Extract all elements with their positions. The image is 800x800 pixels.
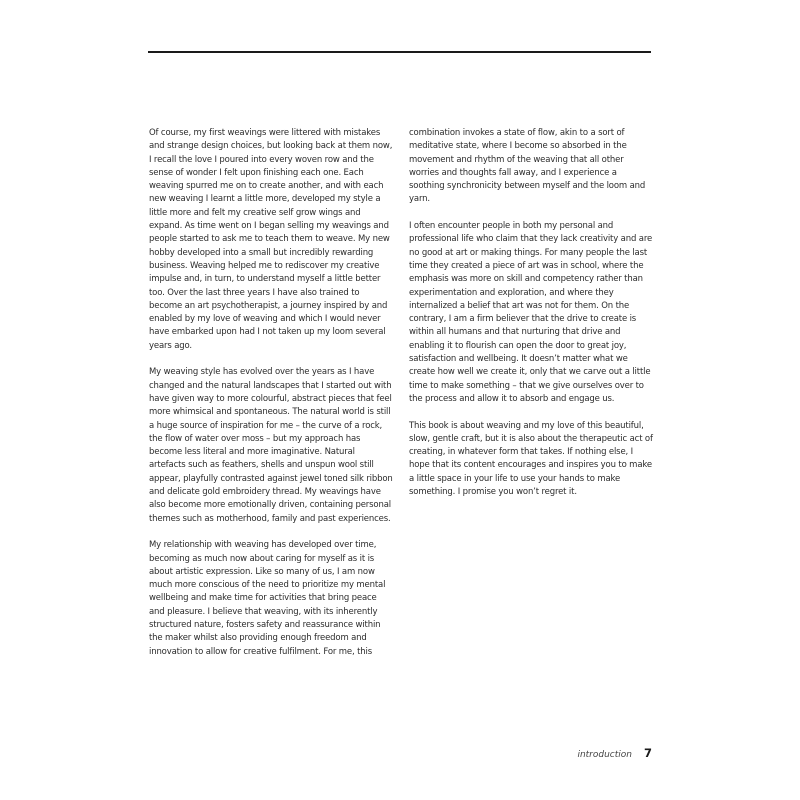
paragraph: Of course, my first weavings were littered with mistakes and strange design choices, but looking back at them now, I recall the love I poured into every woven row and the sense of wonder I felt upon finishing each one. Each weaving spurred me on to create another, and with each new weaving I learnt a little more, developed my style a little more and felt my creative self grow wings and expand. As time went on I began selling my weavings and people started to ask me to teach them to weave. My new hobby developed into a small but incredibly rewarding business. Weaving helped me to rediscover my creative impulse and, in turn, to understand myself a little better too. Over the last three years I have also trained to become an art psychotherapist, a journey inspired by and enabled by my love of weaving and which I would never have embarked upon had I not taken up my loom several years ago. xyxy=(149,128,393,351)
running-footer-section: introduction xyxy=(577,750,632,760)
paragraph: My relationship with weaving has developed over time, becoming as much now about caring for myself as it is about artistic expression. Like so many of us, I am now much more conscious of the need to prioritize my mental wellbeing and make time for activities that bring peace and pleasure. I believe that weaving, with its inherently structured nature, fosters safety and reassurance within the maker whilst also providing enough freedom and innovation to allow for creative fulfilment. For me, this xyxy=(149,540,386,657)
page-footer xyxy=(577,746,652,760)
paragraph: This book is about weaving and my love of this beautiful, slow, gentle craft, but it is also about the therapeutic act of creating, in whatever form that takes. If nothing else, I hope that its content encourages and inspires you to make a little space in your life to use your hands to make something. I promise you won’t regret it. xyxy=(409,420,653,498)
page-number: 7 xyxy=(643,746,652,760)
paragraph: combination invokes a state of flow, akin to a sort of meditative state, where I become so absorbed in the movement and rhythm of the weaving that all other worries and thoughts fall away, and I experience a soothing synchronicity between myself and the loom and yarn. xyxy=(409,128,646,205)
header-rule xyxy=(148,51,651,53)
paragraph: My weaving style has evolved over the years as I have changed and the natural landscapes that I started out with have given way to more colourful, abstract pieces that feel more whimsical and spontaneous. The natural world is still a huge source of inspiration for me – the curve of a rock, the flow of water over moss – but my approach has become less literal and more imaginative. Natural artefacts such as feathers, shells and unspun wool still appear, playfully contrasted against jewel toned silk ribbon and delicate gold embroidery thread. My weavings have also become more emotionally driven, containing personal themes such as motherhood, family and past experiences. xyxy=(149,367,393,524)
paragraph: I often encounter people in both my personal and professional life who claim that they lack creativity and are no good at art or making things. For many people the last time they created a piece of art was in school, where the emphasis was more on skill and competency rather than experimentation and exploration, and where they internalized a belief that art was not for them. On the contrary, I am a firm believer that the drive to create is within all humans and that nurturing that drive and enabling it to flourish can open the door to great joy, satisfaction and wellbeing. It doesn’t matter what we create how well we create it, only that we carve out a little time to make something – that we give ourselves over to the process and allow it to absorb and engage us. xyxy=(409,221,653,404)
left-column xyxy=(149,127,393,672)
right-column xyxy=(409,127,653,513)
